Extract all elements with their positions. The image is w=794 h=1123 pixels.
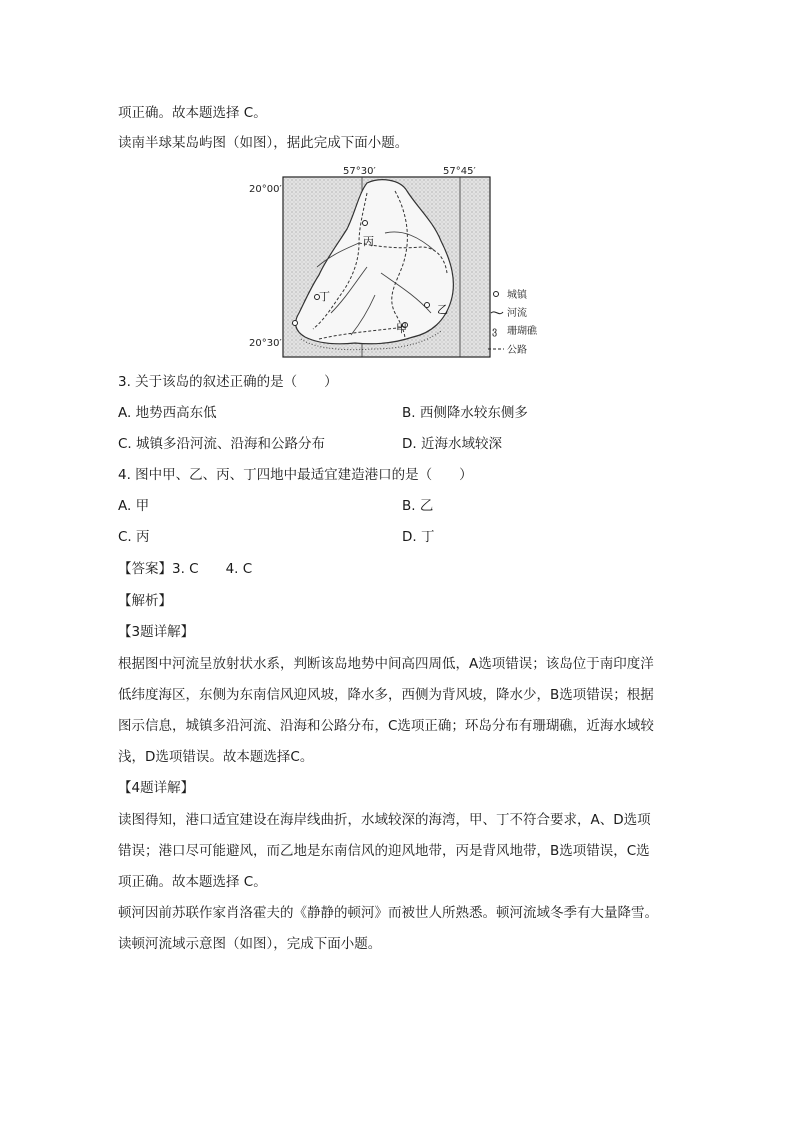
lat-label: 20°00′ xyxy=(249,184,282,195)
town xyxy=(425,303,430,308)
text-line: 读顿河流域示意图（如图），完成下面小题。 xyxy=(118,936,382,952)
place-label-yi: 乙 xyxy=(437,303,448,316)
q4-option-c: C. 丙 xyxy=(118,529,150,545)
lon-label: 57°30′ xyxy=(343,166,376,177)
question-4: 4. 图中甲、乙、丙、丁四地中最适宜建造港口的是（ ） xyxy=(118,467,473,483)
town-legend-icon xyxy=(494,292,499,297)
q4-option-b: B. 乙 xyxy=(402,498,434,514)
island-map xyxy=(249,163,555,358)
q3-option-c: C. 城镇多沿河流、沿海和公路分布 xyxy=(118,436,326,452)
q3-option-d: D. 近海水域较深 xyxy=(402,436,502,452)
text-line: 浅，D选项错误。故本题选择C。 xyxy=(118,749,314,765)
legend-town: 城镇 xyxy=(507,290,527,301)
town xyxy=(293,321,298,326)
text-line: 图示信息，城镇多沿河流、沿海和公路分布，C选项正确；环岛分布有珊瑚礁，近海水域较 xyxy=(118,718,654,734)
text-line: 读南半球某岛屿图（如图），据此完成下面小题。 xyxy=(118,135,409,151)
place-label-jia: 甲 xyxy=(396,322,407,335)
place-label-ding: 丁 xyxy=(319,290,330,303)
legend-road: 公路 xyxy=(507,345,527,356)
question-3: 3. 关于该岛的叙述正确的是（ ） xyxy=(118,374,338,390)
text-line: 读图得知，港口适宜建设在海岸线曲折，水域较深的海湾，甲、丁不符合要求，A、D选项 xyxy=(118,812,651,828)
q3-option-b: B. 西侧降水较东侧多 xyxy=(402,405,528,421)
place-label-bing: 丙 xyxy=(363,235,374,248)
coral-legend-icon: ვ xyxy=(492,326,498,337)
map-legend xyxy=(488,288,538,356)
lon-label: 57°45′ xyxy=(443,166,476,177)
text-line: 项正确。故本题选择 C。 xyxy=(118,105,267,121)
text-line: 低纬度海区，东侧为东南信风迎风坡，降水多，西侧为背风坡，降水少，B选项错误；根据 xyxy=(118,687,654,703)
q4-option-a: A. 甲 xyxy=(118,498,150,514)
analysis-heading: 【解析】 xyxy=(118,593,172,609)
q3-option-a: A. 地势西高东低 xyxy=(118,405,217,421)
text-line: 顿河因前苏联作家肖洛霍夫的《静静的顿河》而被世人所熟悉。顿河流域冬季有大量降雪。 xyxy=(118,905,658,921)
text-line: 项正确。故本题选择 C。 xyxy=(118,874,267,890)
lat-label: 20°30′ xyxy=(249,338,282,349)
q4-option-d: D. 丁 xyxy=(402,529,435,545)
answer-line: 【答案】3. C 4. C xyxy=(118,561,253,577)
q3-detail-heading: 【3题详解】 xyxy=(118,624,195,640)
q4-detail-heading: 【4题详解】 xyxy=(118,780,195,796)
legend-coral: 珊瑚礁 xyxy=(507,326,537,337)
text-line: 根据图中河流呈放射状水系，判断该岛地势中间高四周低，A选项错误；该岛位于南印度洋 xyxy=(118,656,654,672)
river-legend-icon xyxy=(491,312,503,314)
legend-river: 河流 xyxy=(507,308,527,319)
text-line: 错误；港口尽可能避风，而乙地是东南信风的迎风地带，丙是背风地带，B选项错误，C选 xyxy=(118,843,650,859)
town xyxy=(363,221,368,226)
